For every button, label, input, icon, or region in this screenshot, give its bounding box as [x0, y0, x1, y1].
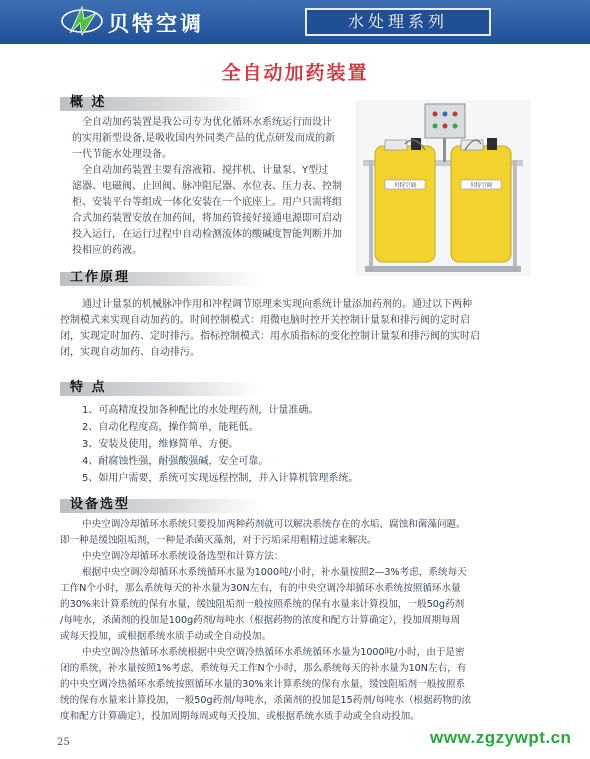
svg-text:贝特空调: 贝特空调: [393, 183, 417, 189]
page-header: [0, 0, 590, 44]
product-photo: [355, 100, 531, 276]
logo-icon: [60, 3, 104, 39]
overview-text: 全自动加药装置是我公司专为优化循环水系统运行而设计 的实用新型设备,是吸收国内外同类产品的优点研发而成的新 一代节能水处理设备。 全自动加药装置主要有溶液箱、搅拌机、计量泵、Y型过 滤器、电磁阀、止回阀、脉冲阻尼器、水位表、压力表、控制 柜、安装平台等组成一体化安装在一个底座上。用户只需将组 合式加药装置安放在加药间，将加药管接好接通电源即可启动 投入运行，在运行过程中自动检测流体的酸碱度智能判断并加 投相应的药液。: [72, 117, 342, 256]
svg-text:贝特空调: 贝特空调: [469, 183, 493, 189]
section-heading-selection: 设备选型: [60, 499, 260, 513]
watermark: www.zgzywpt.cn: [430, 728, 572, 747]
list-item: 1、可高精度投加各种配比的水处理药剂，计量准确。: [82, 405, 319, 416]
list-item: 2、自动化程度高，操作简单，能耗低。: [82, 422, 259, 433]
page-title: 全自动加药装置: [221, 62, 369, 84]
list-item: 5、如用户需要，系统可实现远程控制，并入计算机管理系统。: [82, 473, 359, 484]
brand-name: 贝特空调: [108, 12, 204, 36]
section-heading-principle: 工作原理: [60, 272, 260, 286]
series-label: 水处理系列: [305, 8, 491, 36]
list-item: 3、安装及使用，维修简单、方便。: [82, 439, 239, 450]
features-list: [82, 402, 358, 487]
selection-text: 中央空调冷却循环水系统只要投加两种药剂就可以解决系统存在的水垢、腐蚀和菌藻问题。 即一种是缓蚀阻垢剂，一种是杀菌灭藻剂，对于污垢采用粗精过滤来解决。 中央空调冷却循环水系统设备选型和计算方法： 根据中央空调冷却循环水系统循环水量为1000吨/小时，补水量按照2—3%考虑，系统每天 工作N个小时，那么系统每天的补水量为30N左右，有的中央空调冷却循环水系统按照循环水量 的30%来计算系统的保有水量，缓蚀阻垢剂一般按照系统的保有水量来计算投加，一般50g药剂 /每吨水，杀菌剂的投加是100g药剂/每吨水（根据药物的浓度和配方计算确定），投加周期每周 或每天投加，或根据系统水质手动或全自动投加。 中央空调冷热循环水系统根据中央空调冷热循环水系统循环水量为1000吨/小时，由于是密 闭的系统，补水量按照1%考虑，系统每天工作N个小时，那么系统每天的补水量为10N左右，有 的中央空调冷热循环水系统按照循环水量的30%来计算系统的保有水量，缓蚀阻垢剂一般按照系 统的保有水量来计算投加，一般50g药剂/每吨水，杀菌剂的投加是15药剂/每吨水（根据药物的浓 度和配方计算确定），投加周期每周或每天投加、或根据系统水质手动或全自动投加。: [60, 519, 472, 722]
section-heading-overview: 概 述: [60, 97, 260, 111]
section-heading-features: 特 点: [60, 382, 260, 396]
list-item: 4、耐腐蚀性强，耐强酸强碱，安全可靠。: [82, 456, 269, 467]
page-number: 25: [57, 737, 70, 748]
principle-text: 通过计量泵的机械脉冲作用和冲程调节原理来实现向系统计量添加药剂的。通过以下两种 控制模式来实现自动加药的。时间控制模式：用微电脑时控开关控制计量泵和排污阀的定时启 闭，实现定时加药、定时排污。指标控制模式：用水质指标的变化控制计量泵和排污阀的实时启 闭，实现自动加药、自动排污。: [60, 299, 480, 358]
